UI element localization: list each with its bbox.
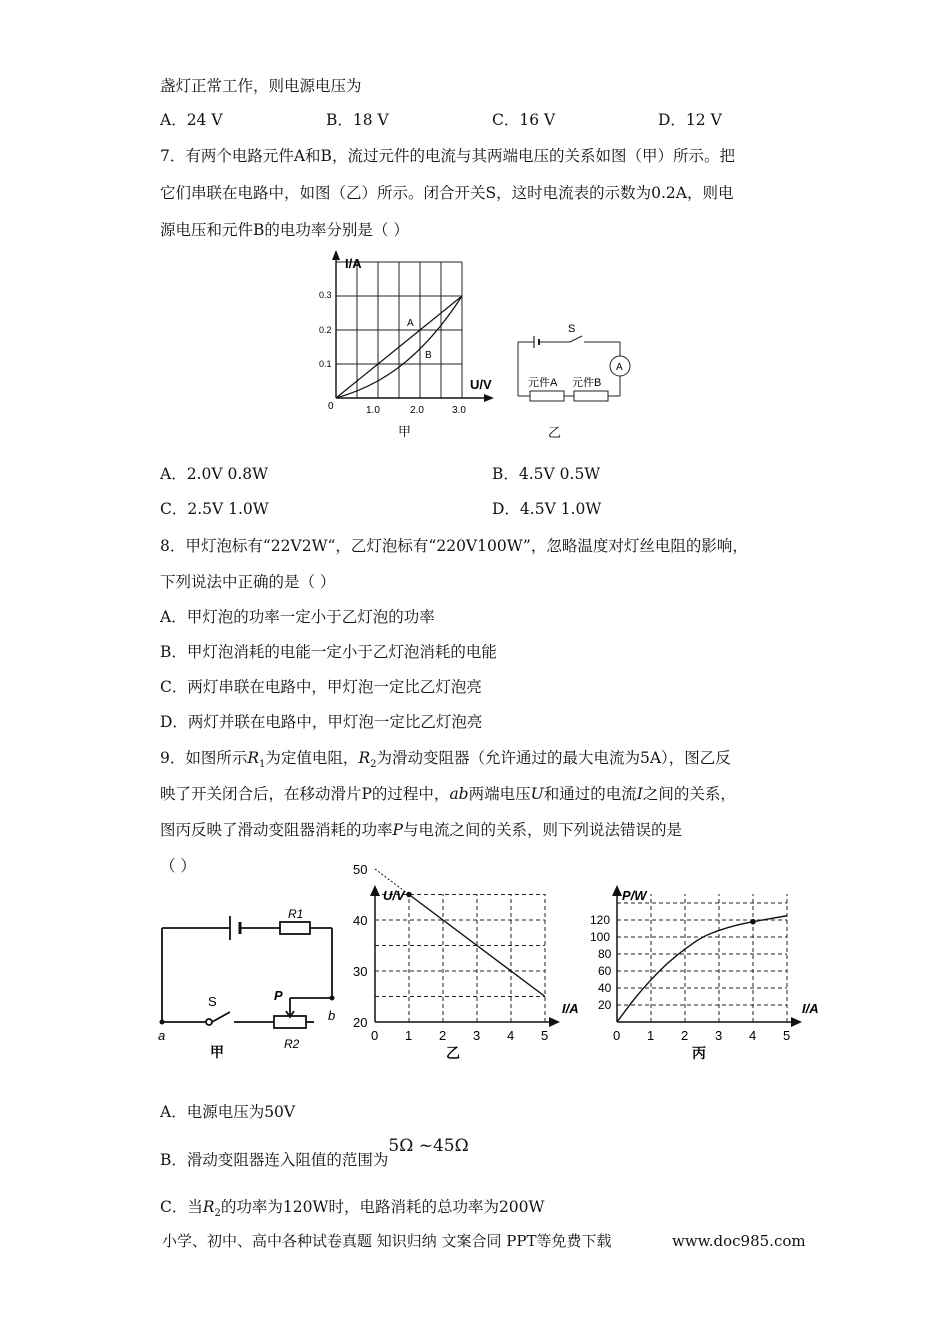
caption: 乙: [446, 1045, 460, 1061]
caption: 丙: [692, 1045, 706, 1061]
q7-option-a[interactable]: A．2.0V 0.8W: [160, 465, 269, 483]
terminal-a-label: a: [158, 1028, 166, 1043]
x-tick: 1: [647, 1028, 655, 1043]
y-axis-label: U/V: [383, 888, 405, 903]
y-tick: 60: [598, 964, 612, 978]
resistance-range: 5Ω ~45Ω: [388, 1136, 469, 1156]
x-tick: 1.0: [366, 405, 380, 416]
r1-label: R1: [288, 907, 304, 921]
q9-figure-jia: [150, 900, 350, 1060]
x-tick: 3.0: [452, 405, 466, 416]
y-axis-arrow: [612, 885, 622, 896]
x-axis-arrow: [549, 1017, 560, 1027]
q9-line-2: 映了开关闭合后，在移动滑片P的过程中，ab两端电压U和通过的电流I之间的关系，: [160, 785, 736, 803]
y-tick: 0.1: [319, 359, 332, 369]
p-i-curve: [617, 916, 787, 1022]
data-point: [750, 919, 756, 925]
x-tick: 3: [715, 1028, 723, 1043]
y-tick: 20: [353, 1015, 368, 1030]
q7-option-d[interactable]: D．4.5V 1.0W: [492, 500, 602, 518]
element-a-label: 元件A: [528, 377, 558, 389]
q9-figure-yi: [350, 862, 590, 1067]
x-axis-label: I/A: [562, 1001, 579, 1016]
q7-figure-jia: [300, 248, 500, 448]
q6-option-c[interactable]: C．16 V: [492, 111, 556, 129]
y-axis-arrow: [370, 885, 380, 896]
q8-option-b[interactable]: B．甲灯泡消耗的电能一定小于乙灯泡消耗的电能: [160, 643, 497, 661]
caption: 甲: [398, 424, 412, 439]
grid: [375, 894, 545, 1022]
q7-line-1: 7．有两个电路元件A和B，流过元件的电流与其两端电压的关系如图（甲）所示。把: [160, 147, 735, 165]
y-axis-label: I/A: [345, 256, 362, 271]
y-tick: 120: [590, 913, 611, 927]
q6-option-a[interactable]: A．24 V: [160, 111, 223, 129]
x-axis-label: I/A: [802, 1001, 819, 1016]
curve-a-label: A: [407, 318, 414, 329]
y-tick: 40: [598, 981, 612, 995]
q9-option-b[interactable]: B．滑动变阻器连入阻值的范围为5Ω ~45Ω: [160, 1136, 469, 1169]
q8-option-c[interactable]: C．两灯串联在电路中，甲灯泡一定比乙灯泡亮: [160, 678, 482, 696]
q9-line-1: 9．如图所示$R_1$为定值电阻，$R_2$为滑动变阻器（允许通过的最大电流为5A），图乙反: [160, 749, 731, 771]
q8-option-d[interactable]: D．两灯并联在电路中，甲灯泡一定比乙灯泡亮: [160, 713, 483, 731]
switch-label: S: [568, 323, 576, 335]
footer-text: 小学、初中、高中各种试卷真题 知识归纳 文案合同 PPT等免费下载: [162, 1232, 612, 1250]
y-tick: 40: [353, 913, 368, 928]
q8-line-2: 下列说法中正确的是（ ）: [160, 573, 336, 591]
x-tick: 3: [473, 1028, 481, 1043]
footer-link[interactable]: www.doc985.com: [672, 1232, 806, 1250]
x-tick: 4: [749, 1028, 757, 1043]
y-tick: 30: [353, 964, 368, 979]
caption: 甲: [210, 1044, 224, 1060]
ammeter-label: A: [616, 362, 623, 373]
x-tick: 5: [541, 1028, 549, 1043]
x-tick: 2: [439, 1028, 447, 1043]
q7-line-3: 源电压和元件B的电功率分别是（ ）: [160, 221, 409, 239]
q9-line-3: 图丙反映了滑动变阻器消耗的功率P与电流之间的关系，则下列说法错误的是: [160, 821, 682, 839]
x-tick: 5: [783, 1028, 791, 1043]
element-b-label: 元件B: [572, 377, 602, 389]
x-tick: 4: [507, 1028, 515, 1043]
x-tick: 1: [405, 1028, 413, 1043]
q6-option-d[interactable]: D．12 V: [658, 111, 722, 129]
x-tick: 0: [371, 1028, 379, 1043]
terminal-b-label: b: [328, 1008, 336, 1023]
r2-label: R2: [284, 1037, 300, 1051]
q7-line-2: 它们串联在电路中，如图（乙）所示。闭合开关S，这时电流表的示数为0.2A，则电: [160, 184, 734, 202]
q8-option-a[interactable]: A．甲灯泡的功率一定小于乙灯泡的功率: [160, 608, 435, 626]
q9-option-c[interactable]: C．当$R_2$的功率为120W时，电路消耗的总功率为200W: [160, 1198, 545, 1220]
q7-option-b[interactable]: B．4.5V 0.5W: [492, 465, 601, 483]
y-axis-arrow: [332, 250, 340, 260]
grid: [336, 262, 462, 398]
y-tick: 0.3: [319, 290, 332, 300]
curve-b-label: B: [425, 350, 432, 361]
q9-option-a[interactable]: A．电源电压为50V: [160, 1103, 296, 1121]
q6-tail: 盏灯正常工作，则电源电压为: [160, 77, 362, 95]
x-axis-label: U/V: [470, 377, 492, 392]
q9-line-4: （ ）: [160, 857, 196, 875]
y-tick: 0.2: [319, 325, 332, 335]
x-axis-arrow: [484, 394, 494, 402]
grid: [617, 894, 787, 1022]
y-axis-label: P/W: [622, 888, 647, 903]
x-axis-arrow: [791, 1017, 802, 1027]
q6-option-b[interactable]: B．18 V: [326, 111, 389, 129]
data-point: [406, 892, 412, 898]
x-tick: 0: [613, 1028, 621, 1043]
switch-s-label: S: [208, 994, 217, 1009]
y-tick: 20: [598, 998, 612, 1012]
origin-label: 0: [328, 401, 334, 412]
y-tick: 100: [590, 930, 611, 944]
y-tick: 50: [353, 862, 368, 877]
x-tick: 2.0: [410, 405, 424, 416]
q9-figure-bing: [592, 882, 832, 1067]
x-tick: 2: [681, 1028, 689, 1043]
q7-figure-yi: [512, 320, 642, 440]
caption: 乙: [548, 425, 562, 440]
y-tick: 80: [598, 947, 612, 961]
q8-line-1: 8．甲灯泡标有“22V2W“，乙灯泡标有“220V100W”，忽略温度对灯丝电阻的影响，: [160, 537, 748, 555]
slider-p-label: P: [274, 988, 283, 1003]
q7-option-c[interactable]: C．2.5V 1.0W: [160, 500, 269, 518]
